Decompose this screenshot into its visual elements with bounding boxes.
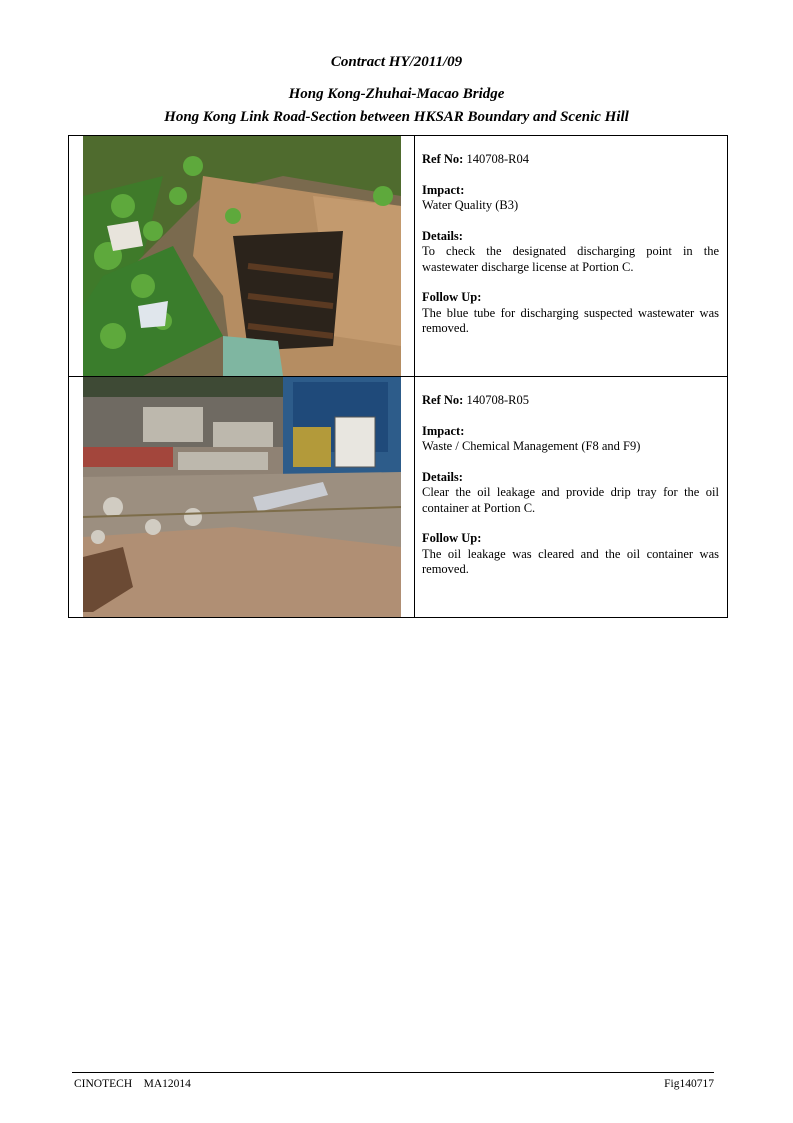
footer-company: CINOTECH MA12014 [74,1078,191,1090]
ref-field [422,393,719,409]
details-field [422,470,719,517]
details-value: Clear the oil leakage and provide drip tray for the oil container at Portion C. [422,485,719,515]
project-title: Hong Kong-Zhuhai-Macao Bridge [288,86,505,102]
footer-figure-number: Fig140717 [664,1078,714,1090]
impact-label: Impact: [422,423,465,438]
follow-up-value: The blue tube for discharging suspected wastewater was removed. [422,305,719,335]
ref-value: 140708-R04 [466,152,529,166]
section-title: Hong Kong Link Road-Section between HKSAR Boundary and Scenic Hill [164,109,629,125]
footer-divider [72,1072,714,1073]
follow-up-label: Follow Up: [422,531,482,545]
follow-up-value: The oil leakage was cleared and the oil container was removed. [422,546,719,576]
photo-cell [69,377,415,618]
observation-details-cell [415,136,728,377]
details-label: Details: [422,469,463,484]
follow-up-label: Follow Up: [422,290,482,304]
details-label: Details: [422,228,463,243]
impact-value: Water Quality (B3) [422,198,519,212]
observation-table [68,135,728,618]
details-field [422,229,719,276]
impact-field [422,183,719,214]
impact-field [422,424,719,455]
contract-title: Contract HY/2011/09 [330,54,463,70]
follow-up-field [422,290,719,337]
ref-label: Ref No: [422,152,464,166]
ref-label: Ref No: [422,393,464,407]
observation-details-cell [415,377,728,618]
impact-label: Impact: [422,182,465,197]
details-value: To check the designated discharging point in the wastewater discharge license at Portion C. [422,244,719,274]
observation-row [69,136,728,377]
site-yard-photo-illustration [83,377,401,617]
ref-value: 140708-R05 [466,393,529,407]
follow-up-field [422,531,719,578]
site-photo-oil-container [83,377,401,617]
ref-field [422,152,719,168]
site-photo-drainage [83,136,401,376]
impact-value: Waste / Chemical Management (F8 and F9) [422,439,641,453]
photo-cell [69,136,415,377]
observation-row [69,377,728,618]
drainage-photo-illustration [83,136,401,376]
